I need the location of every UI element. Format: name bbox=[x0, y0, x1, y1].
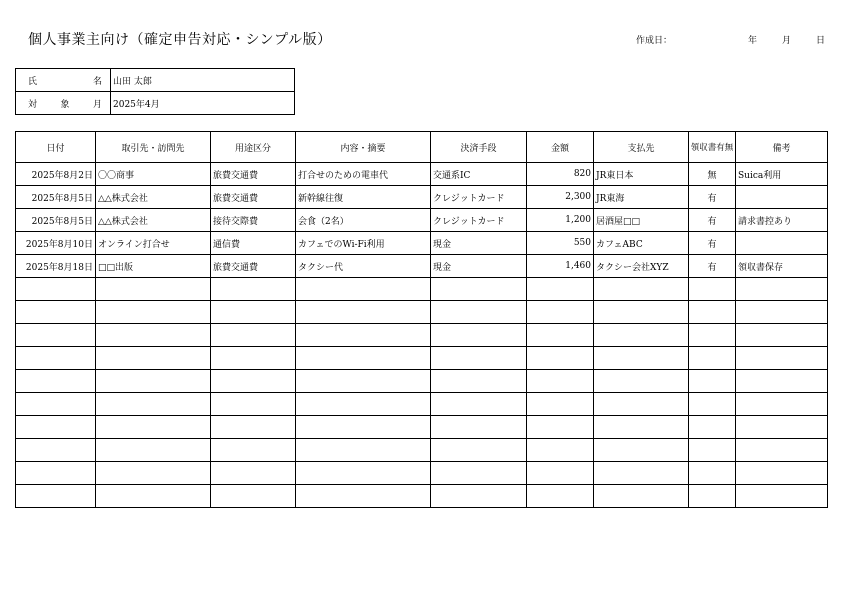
note-cell[interactable]: Suica利用 bbox=[736, 163, 828, 186]
partner-cell[interactable] bbox=[96, 278, 211, 301]
expense-ledger-table bbox=[15, 131, 828, 508]
receipt-cell[interactable]: 有 bbox=[689, 255, 736, 278]
date-cell[interactable]: 2025年8月18日 bbox=[16, 255, 96, 278]
name-label: 氏 名 bbox=[16, 69, 111, 92]
content-cell[interactable] bbox=[296, 301, 431, 324]
receipt-cell[interactable] bbox=[689, 416, 736, 439]
date-cell[interactable] bbox=[16, 347, 96, 370]
partner-cell[interactable] bbox=[96, 301, 211, 324]
ledger-body bbox=[16, 163, 828, 508]
partner-cell[interactable] bbox=[96, 324, 211, 347]
name-value[interactable]: 山田 太郎 bbox=[111, 69, 295, 92]
date-cell[interactable] bbox=[16, 324, 96, 347]
content-cell[interactable] bbox=[296, 324, 431, 347]
empty-table-row bbox=[16, 301, 828, 324]
amount-cell[interactable] bbox=[527, 393, 594, 416]
payment-cell[interactable] bbox=[431, 278, 527, 301]
category-cell[interactable] bbox=[211, 370, 296, 393]
amount-cell[interactable]: 1,460 bbox=[527, 255, 594, 278]
category-cell[interactable] bbox=[211, 416, 296, 439]
content-cell[interactable]: カフェでのWi-Fi利用 bbox=[296, 232, 431, 255]
table-row bbox=[16, 186, 828, 209]
category-cell[interactable]: 旅費交通費 bbox=[211, 255, 296, 278]
amount-cell[interactable] bbox=[527, 347, 594, 370]
receipt-cell[interactable] bbox=[689, 462, 736, 485]
partner-cell[interactable] bbox=[96, 393, 211, 416]
table-row bbox=[16, 232, 828, 255]
category-cell[interactable]: 接待交際費 bbox=[211, 209, 296, 232]
amount-cell[interactable] bbox=[527, 301, 594, 324]
receipt-cell[interactable] bbox=[689, 485, 736, 508]
payment-cell[interactable]: クレジットカード bbox=[431, 186, 527, 209]
note-cell[interactable] bbox=[736, 462, 828, 485]
payee-cell[interactable]: JR東日本 bbox=[594, 163, 689, 186]
receipt-cell[interactable] bbox=[689, 393, 736, 416]
column-header-amount: 金額 bbox=[527, 132, 594, 163]
content-cell[interactable]: 会食（2名） bbox=[296, 209, 431, 232]
date-cell[interactable]: 2025年8月5日 bbox=[16, 209, 96, 232]
note-cell[interactable] bbox=[736, 393, 828, 416]
partner-cell[interactable]: △△株式会社 bbox=[96, 186, 211, 209]
receipt-cell[interactable]: 有 bbox=[689, 232, 736, 255]
payment-cell[interactable] bbox=[431, 393, 527, 416]
amount-cell[interactable]: 820 bbox=[527, 163, 594, 186]
payment-cell[interactable] bbox=[431, 439, 527, 462]
note-cell[interactable] bbox=[736, 439, 828, 462]
note-cell[interactable] bbox=[736, 416, 828, 439]
month-label: 月 bbox=[782, 36, 792, 46]
day-label: 日 bbox=[816, 36, 826, 46]
payment-cell[interactable]: クレジットカード bbox=[431, 209, 527, 232]
amount-cell[interactable]: 2,300 bbox=[527, 186, 594, 209]
date-cell[interactable] bbox=[16, 278, 96, 301]
category-cell[interactable] bbox=[211, 347, 296, 370]
year-label: 年 bbox=[748, 36, 758, 46]
note-cell[interactable]: 請求書控あり bbox=[736, 209, 828, 232]
partner-cell[interactable]: 〇〇商事 bbox=[96, 163, 211, 186]
note-cell[interactable] bbox=[736, 485, 828, 508]
payment-cell[interactable] bbox=[431, 324, 527, 347]
payee-cell[interactable] bbox=[594, 347, 689, 370]
receipt-cell[interactable] bbox=[689, 439, 736, 462]
date-cell[interactable] bbox=[16, 462, 96, 485]
amount-cell[interactable] bbox=[527, 416, 594, 439]
category-cell[interactable] bbox=[211, 301, 296, 324]
payment-cell[interactable] bbox=[431, 416, 527, 439]
category-cell[interactable] bbox=[211, 278, 296, 301]
category-cell[interactable]: 通信費 bbox=[211, 232, 296, 255]
payment-cell[interactable] bbox=[431, 301, 527, 324]
payment-cell[interactable] bbox=[431, 370, 527, 393]
payment-cell[interactable] bbox=[431, 485, 527, 508]
amount-cell[interactable]: 550 bbox=[527, 232, 594, 255]
column-header-receipt: 領収書有無 bbox=[689, 132, 736, 163]
empty-table-row bbox=[16, 278, 828, 301]
date-cell[interactable] bbox=[16, 393, 96, 416]
note-cell[interactable] bbox=[736, 278, 828, 301]
payee-cell[interactable]: タクシー会社XYZ bbox=[594, 255, 689, 278]
content-cell[interactable] bbox=[296, 347, 431, 370]
info-table bbox=[15, 68, 295, 115]
empty-table-row bbox=[16, 347, 828, 370]
empty-table-row bbox=[16, 462, 828, 485]
payment-cell[interactable] bbox=[431, 347, 527, 370]
table-row bbox=[16, 255, 828, 278]
receipt-cell[interactable]: 無 bbox=[689, 163, 736, 186]
payee-cell[interactable] bbox=[594, 324, 689, 347]
payment-cell[interactable]: 現金 bbox=[431, 232, 527, 255]
payee-cell[interactable] bbox=[594, 462, 689, 485]
partner-cell[interactable]: △△株式会社 bbox=[96, 209, 211, 232]
partner-cell[interactable] bbox=[96, 347, 211, 370]
payee-cell[interactable]: カフェABC bbox=[594, 232, 689, 255]
column-header-content: 内容・摘要 bbox=[296, 132, 431, 163]
category-cell[interactable] bbox=[211, 393, 296, 416]
empty-table-row bbox=[16, 439, 828, 462]
date-cell[interactable] bbox=[16, 301, 96, 324]
period-label: 対象月 bbox=[16, 92, 111, 115]
receipt-cell[interactable] bbox=[689, 347, 736, 370]
partner-cell[interactable] bbox=[96, 439, 211, 462]
note-cell[interactable] bbox=[736, 324, 828, 347]
table-row bbox=[16, 209, 828, 232]
note-cell[interactable] bbox=[736, 347, 828, 370]
category-cell[interactable] bbox=[211, 462, 296, 485]
payee-cell[interactable] bbox=[594, 416, 689, 439]
payment-cell[interactable]: 現金 bbox=[431, 255, 527, 278]
ledger-header-row bbox=[16, 132, 828, 163]
partner-cell[interactable]: オンライン打合せ bbox=[96, 232, 211, 255]
note-cell[interactable] bbox=[736, 232, 828, 255]
payee-cell[interactable] bbox=[594, 393, 689, 416]
content-cell[interactable]: 打合せのための電車代 bbox=[296, 163, 431, 186]
created-date-label: 作成日： bbox=[636, 36, 673, 46]
payee-cell[interactable] bbox=[594, 485, 689, 508]
content-cell[interactable] bbox=[296, 278, 431, 301]
date-cell[interactable]: 2025年8月2日 bbox=[16, 163, 96, 186]
receipt-cell[interactable] bbox=[689, 370, 736, 393]
table-row bbox=[16, 163, 828, 186]
empty-table-row bbox=[16, 485, 828, 508]
payment-cell[interactable]: 交通系IC bbox=[431, 163, 527, 186]
content-cell[interactable] bbox=[296, 370, 431, 393]
payee-cell[interactable] bbox=[594, 439, 689, 462]
partner-cell[interactable] bbox=[96, 416, 211, 439]
category-cell[interactable] bbox=[211, 439, 296, 462]
content-cell[interactable] bbox=[296, 485, 431, 508]
name-row bbox=[16, 69, 295, 92]
receipt-cell[interactable] bbox=[689, 301, 736, 324]
partner-cell[interactable] bbox=[96, 485, 211, 508]
created-date-fields bbox=[748, 33, 825, 46]
amount-cell[interactable] bbox=[527, 278, 594, 301]
payee-cell[interactable] bbox=[594, 301, 689, 324]
payment-cell[interactable] bbox=[431, 462, 527, 485]
content-cell[interactable] bbox=[296, 416, 431, 439]
amount-cell[interactable]: 1,200 bbox=[527, 209, 594, 232]
payee-cell[interactable]: JR東海 bbox=[594, 186, 689, 209]
category-cell[interactable]: 旅費交通費 bbox=[211, 186, 296, 209]
empty-table-row bbox=[16, 416, 828, 439]
receipt-cell[interactable] bbox=[689, 324, 736, 347]
column-header-date: 日付 bbox=[16, 132, 96, 163]
column-header-payee: 支払先 bbox=[594, 132, 689, 163]
receipt-cell[interactable]: 有 bbox=[689, 209, 736, 232]
date-cell[interactable] bbox=[16, 485, 96, 508]
period-row bbox=[16, 92, 295, 115]
column-header-payment: 決済手段 bbox=[431, 132, 527, 163]
category-cell[interactable] bbox=[211, 485, 296, 508]
content-cell[interactable] bbox=[296, 439, 431, 462]
empty-table-row bbox=[16, 370, 828, 393]
note-cell[interactable] bbox=[736, 370, 828, 393]
period-value[interactable]: 2025年4月 bbox=[111, 92, 295, 115]
content-cell[interactable]: タクシー代 bbox=[296, 255, 431, 278]
date-cell[interactable]: 2025年8月10日 bbox=[16, 232, 96, 255]
payee-cell[interactable]: 居酒屋□□ bbox=[594, 209, 689, 232]
amount-cell[interactable] bbox=[527, 324, 594, 347]
amount-cell[interactable] bbox=[527, 462, 594, 485]
content-cell[interactable] bbox=[296, 393, 431, 416]
amount-cell[interactable] bbox=[527, 485, 594, 508]
note-cell[interactable]: 領収書保存 bbox=[736, 255, 828, 278]
amount-cell[interactable] bbox=[527, 370, 594, 393]
column-header-note: 備考 bbox=[736, 132, 828, 163]
date-cell[interactable] bbox=[16, 416, 96, 439]
note-cell[interactable] bbox=[736, 301, 828, 324]
note-cell[interactable] bbox=[736, 186, 828, 209]
receipt-cell[interactable] bbox=[689, 278, 736, 301]
column-header-partner: 取引先・訪問先 bbox=[96, 132, 211, 163]
category-cell[interactable] bbox=[211, 324, 296, 347]
partner-cell[interactable]: □□出版 bbox=[96, 255, 211, 278]
payee-cell[interactable] bbox=[594, 370, 689, 393]
partner-cell[interactable] bbox=[96, 462, 211, 485]
content-cell[interactable] bbox=[296, 462, 431, 485]
category-cell[interactable]: 旅費交通費 bbox=[211, 163, 296, 186]
payee-cell[interactable] bbox=[594, 278, 689, 301]
empty-table-row bbox=[16, 393, 828, 416]
content-cell[interactable]: 新幹線往復 bbox=[296, 186, 431, 209]
date-cell[interactable] bbox=[16, 370, 96, 393]
date-cell[interactable]: 2025年8月5日 bbox=[16, 186, 96, 209]
empty-table-row bbox=[16, 324, 828, 347]
date-cell[interactable] bbox=[16, 439, 96, 462]
partner-cell[interactable] bbox=[96, 370, 211, 393]
page-title: 個人事業主向け（確定申告対応・シンプル版） bbox=[28, 32, 332, 48]
amount-cell[interactable] bbox=[527, 439, 594, 462]
column-header-category: 用途区分 bbox=[211, 132, 296, 163]
receipt-cell[interactable]: 有 bbox=[689, 186, 736, 209]
